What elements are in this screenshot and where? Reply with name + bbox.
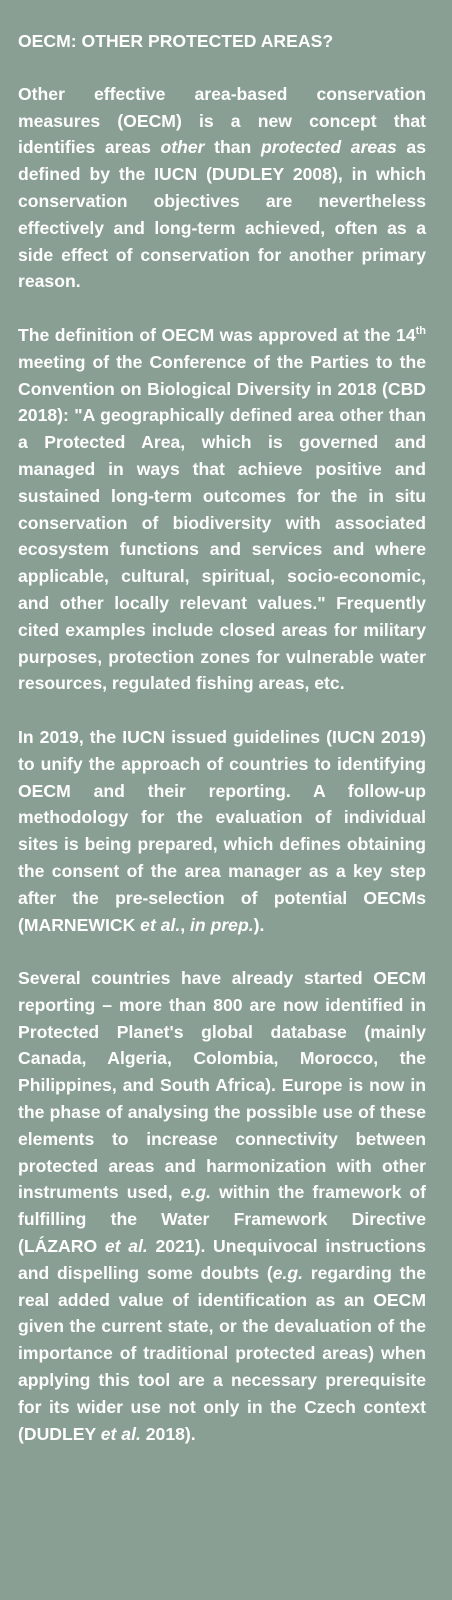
text: Other effective area-based conservation measures (OECM) is a new concept that identifies areas	[18, 83, 426, 158]
emphasis: other	[160, 137, 205, 158]
paragraph-iucn-guidelines	[18, 724, 426, 938]
text: 2021). Unequivocal instructions and dispelling some doubts (	[18, 1236, 427, 1283]
text: regarding the real added value of identification as an OECM given the current state, or the devaluation of the importance of traditional protected areas) when applying this tool are a necessary prerequisite for its wider use not only in the Czech context (DUDLEY	[18, 1262, 426, 1444]
emphasis: protected areas	[260, 137, 397, 158]
text: within the framework of fulfilling the Water Framework Directive (LÁZARO	[18, 1182, 426, 1257]
paragraph-oecm-reporting	[18, 965, 426, 1447]
emphasis: in prep.	[190, 914, 254, 935]
paragraph-oecm-definition	[18, 322, 426, 697]
text: 2018).	[140, 1423, 196, 1444]
text: meeting of the Conference of the Parties to the Convention on Biological Diversity in 2018 (CBD 2018): "A geographically defined area other than a Protected Area, which is governed and managed in ways that achieve positive and sustained long-term outcomes for the in situ conservation of biodiversity with associated ecosystem functions and services and where applicable, cultural, spiritual, socio-economic, and other locally relevant values." Frequently cited examples include closed areas for military purposes, protection zones for vulnerable water resources, regulated fishing areas, etc.	[18, 351, 426, 694]
text: The definition of OECM was approved at the 14	[18, 324, 416, 345]
box-title: OECM: OTHER PROTECTED AREAS?	[18, 31, 334, 51]
superscript: th	[415, 325, 426, 338]
text: Several countries have already started OECM reporting – more than 800 are now identified in Protected Planet's global database (mainly Canada, Algeria, Colombia, Morocco, the Philippines, and South Africa). Europe is now in the phase of analysing the possible use of these elements to increase connectivity between protected areas and harmonization with other instruments used,	[18, 968, 426, 1203]
emphasis: et al.	[100, 1423, 141, 1444]
text: than	[204, 137, 261, 158]
emphasis: et al.	[104, 1236, 148, 1257]
emphasis: et al.	[140, 914, 181, 935]
text: as defined by the IUCN (DUDLEY 2008), in which conservation objectives are nevertheless effectively and long-term achieved, often as a side effect of conservation for another primary reason.	[18, 137, 427, 292]
emphasis: e.g.	[180, 1182, 212, 1203]
paragraph-oecm-intro	[18, 81, 426, 295]
text: ,	[180, 914, 191, 935]
text: In 2019, the IUCN issued guidelines (IUCN 2019) to unify the approach of countries to identifying OECM and their reporting. A follow-up methodology for the evaluation of individual sites is being prepared, which defines obtaining the consent of the area manager as a key step after the pre-selection of potential OECMs (MARNEWICK	[18, 726, 426, 935]
text: ).	[253, 914, 265, 935]
emphasis: e.g.	[272, 1262, 304, 1283]
